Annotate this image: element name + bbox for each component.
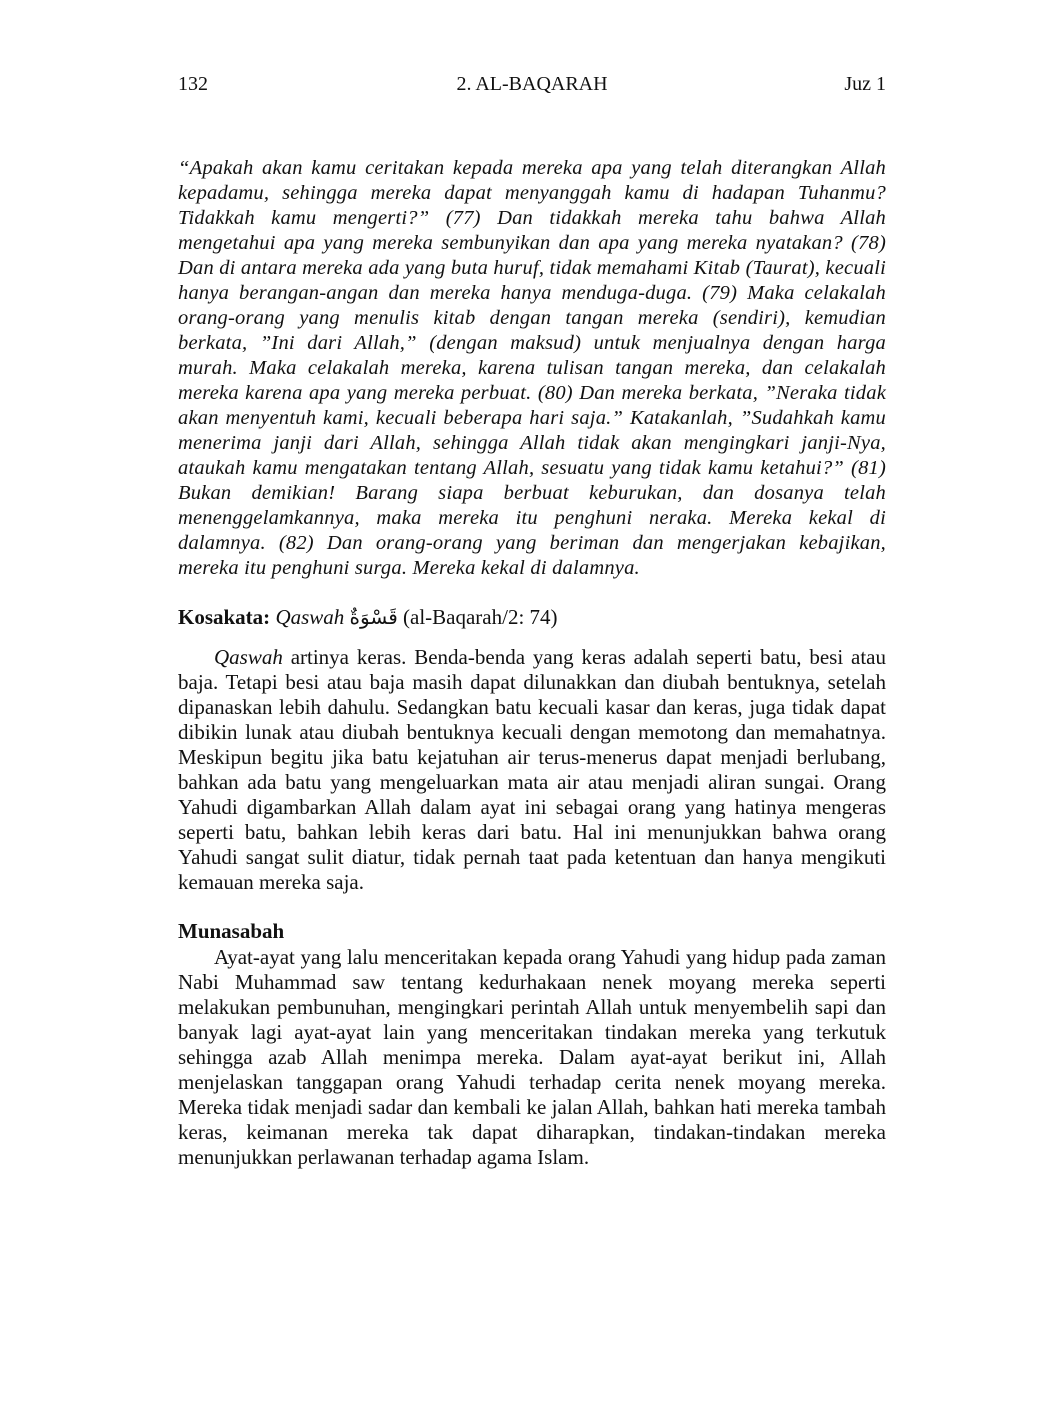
munasabah-heading: Munasabah — [178, 919, 285, 943]
kosakata-paragraph — [178, 645, 886, 895]
running-head — [178, 70, 886, 98]
kosakata-paragraph-text: artinya keras. Benda-benda yang keras adalah seperti batu, besi atau baja. Tetapi besi atau baja masih dapat dilunakkan dan diubah bentuknya, setelah dipanaskan lebih dahulu. Sedangkan batu kecuali kasar dan keras, juga tidak dapat dibikin lunak atau diubah bentuknya kecuali dengan memotong dan memahatnya. Meskipun begitu jika batu kejatuhan air terus-menerus dapat menjadi berlubang, bahkan ada batu yang mengeluarkan mata air atau menjadi aliran sungai. Orang Yahudi digambarkan Allah dalam ayat ini sebagai orang yang hatinya mengeras seperti batu, bahkan lebih keras dari batu. Hal ini menunjukkan bahwa orang Yahudi sangat sulit diatur, tidak pernah taat pada ketentuan dan hanya mengikuti kemauan mereka saja. — [178, 645, 886, 894]
page-number: 132 — [178, 73, 208, 95]
munasabah-paragraph: Ayat-ayat yang lalu menceritakan kepada orang Yahudi yang hidup pada zaman Nabi Muhammad saw tentang kedurhakaan nenek moyang mereka seperti melakukan pembunuhan, mengingkari perintah Allah untuk menyembelih sapi dan banyak lagi ayat-ayat lain yang menceritakan tindakan mereka yang terkutuk sehingga azab Allah menimpa mereka. Dalam ayat-ayat berikut ini, Allah menjelaskan tanggapan orang Yahudi terhadap cerita nenek moyang mereka. Mereka tidak menjadi sadar dan kembali ke jalan Allah, bahkan hati mereka tambah keras, keimanan mereka tak dapat diharapkan, tindakan-tindakan mereka menunjukkan perlawanan terhadap agama Islam. — [178, 945, 886, 1169]
kosakata-reference: (al-Baqarah/2: 74) — [403, 605, 558, 629]
kosakata-heading — [178, 603, 886, 631]
verse-translation: “Apakah akan kamu ceritakan kepada mereka apa yang telah diterangkan Allah kepadamu, sehingga mereka dapat menyanggah kamu di hadapan Tuhanmu? Tidakkah kamu mengerti?” (77) Dan tidakkah mereka tahu bahwa Allah mengetahui apa yang mereka sembunyikan dan apa yang mereka nyatakan? (78) Dan di antara mereka ada yang buta huruf, tidak memahami Kitab (Taurat), kecuali hanya berangan-angan dan mereka hanya menduga-duga. (79) Maka celakalah orang-orang yang menulis kitab dengan tangan mereka (sendiri), kemudian berkata, ”Ini dari Allah,” (dengan maksud) untuk menjualnya dengan harga murah. Maka celakalah mereka, karena tulisan tangan mereka, dan celakalah mereka karena apa yang mereka perbuat. (80) Dan mereka berkata, ”Neraka tidak akan menyentuh kami, kecuali beberapa hari saja.” Katakanlah, ”Sudahkah kamu menerima janji dari Allah, sehingga Allah tidak akan mengingkari janji-Nya, ataukah kamu mengatakan tentang Allah, sesuatu yang tidak kamu ketahui?” (81) Bukan demikian! Barang siapa berbuat keburukan, dan dosanya telah menenggelamkannya, maka mereka itu penghuni neraka. Mereka kekal di dalamnya. (82) Dan orang-orang yang beriman dan mengerjakan kebajikan, mereka itu penghuni surga. Mereka kekal di dalamnya. — [178, 157, 887, 579]
page — [178, 70, 886, 1170]
chapter-title: 2. AL-BAQARAH — [456, 73, 608, 95]
kosakata-term: Qaswah — [275, 605, 345, 629]
juz-label: Juz 1 — [844, 73, 886, 95]
kosakata-label: Kosakata: — [178, 605, 271, 629]
kosakata-arabic: قَسْوَةٌ — [349, 605, 398, 629]
kosakata-paragraph-term: Qaswah — [214, 645, 283, 669]
